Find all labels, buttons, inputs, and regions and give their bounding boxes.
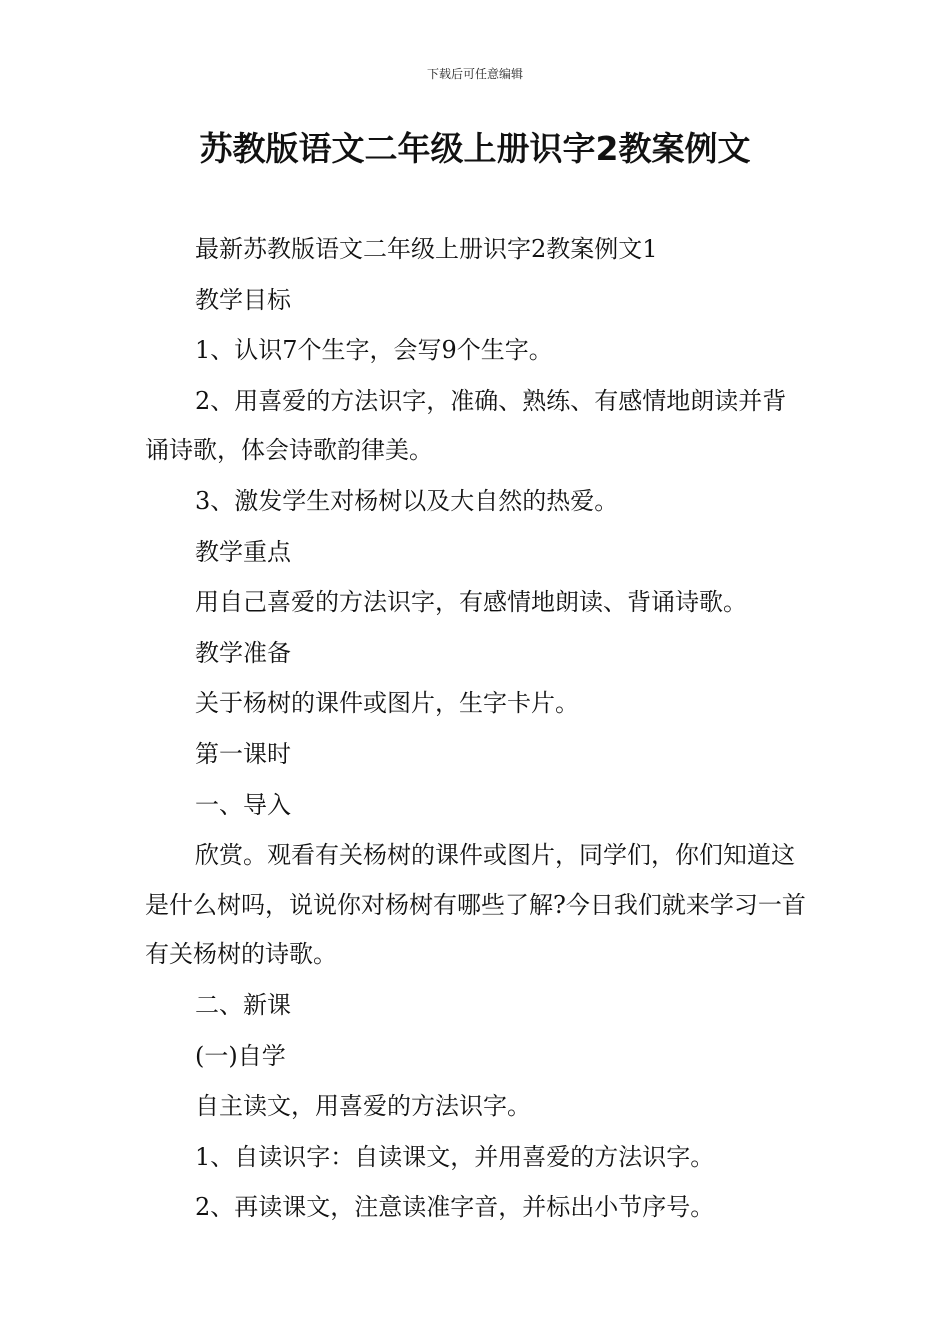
paragraph-self-study-heading: (一)自学 bbox=[195, 1041, 286, 1070]
document-title: 苏教版语文二年级上册识字2教案例文 bbox=[199, 129, 751, 168]
paragraph-heading-goals: 教学目标 bbox=[195, 285, 291, 314]
paragraph-first-lesson: 第一课时 bbox=[195, 739, 291, 768]
paragraph-goal-1: 1、认识7个生字，会写9个生字。 bbox=[195, 336, 553, 365]
paragraph-intro: 欣赏。观看有关杨树的课件或图片，同学们，你们知道这是什么树吗，说说你对杨树有哪些了解?今日我们就来学习一首有关杨树的诗歌。 bbox=[145, 841, 806, 969]
paragraph-subtitle: 最新苏教版语文二年级上册识字2教案例文1 bbox=[195, 235, 658, 263]
paragraph-focus: 用自己喜爱的方法识字，有感情地朗读、背诵诗歌。 bbox=[195, 588, 747, 617]
paragraph-goal-3: 3、激发学生对杨树以及大自然的热爱。 bbox=[195, 486, 619, 515]
header-note: 下载后可任意编辑 bbox=[426, 67, 523, 81]
paragraph-self-study: 自主读文，用喜爱的方法识字。 bbox=[195, 1092, 531, 1121]
paragraph-step-1: 1、自读识字：自读课文，并用喜爱的方法识字。 bbox=[195, 1142, 715, 1171]
paragraph-prep: 关于杨树的课件或图片，生字卡片。 bbox=[195, 689, 579, 718]
paragraph-heading-prep: 教学准备 bbox=[195, 638, 291, 667]
paragraph-intro-heading: 一、导入 bbox=[195, 790, 291, 819]
paragraph-heading-focus: 教学重点 bbox=[195, 537, 291, 566]
paragraph-goal-2: 2、用喜爱的方法识字，准确、熟练、有感情地朗读并背诵诗歌，体会诗歌韵律美。 bbox=[145, 386, 787, 465]
paragraph-new-lesson-heading: 二、新课 bbox=[195, 990, 291, 1019]
document-body bbox=[145, 225, 810, 1234]
paragraph-step-2: 2、再读课文，注意读准字音，并标出小节序号。 bbox=[195, 1193, 715, 1222]
